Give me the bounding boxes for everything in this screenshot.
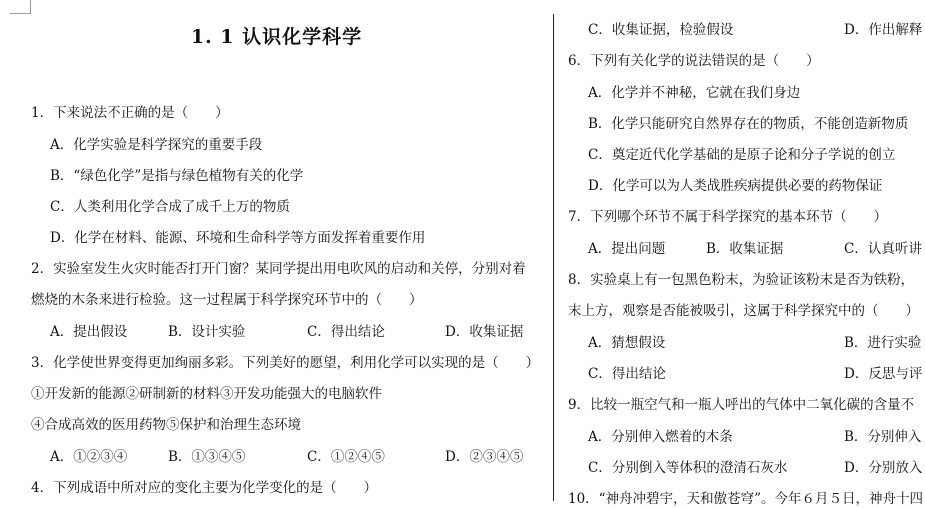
q5-option-c: C．收集证据，检验假设 <box>588 22 734 38</box>
q8-option-a: A．猜想假设 <box>588 335 666 351</box>
q4-stem: 4．下列成语中所对应的变化主要为化学变化的是（ ） <box>31 480 378 496</box>
q8-option-d: D．反思与评 <box>844 366 923 382</box>
q3-stem: 3．化学使世界变得更加绚丽多彩。下列美好的愿望，利用化学可以实现的是（ ） <box>31 355 540 371</box>
column-divider <box>553 14 554 501</box>
q8-option-c: C．得出结论 <box>588 366 666 382</box>
q7-option-c: C．认真听讲 <box>844 241 922 257</box>
q7-option-b: B．收集证据 <box>706 241 784 257</box>
q3-option-b: B．①③④⑤ <box>168 449 246 465</box>
q3-items-line2: ④合成高效的医用药物⑤保护和治理生态环境 <box>31 417 301 433</box>
q7-option-a: A．提出问题 <box>588 241 666 257</box>
q1-option-c: C．人类利用化学合成了成千上万的物质 <box>50 199 290 215</box>
q3-option-c: C．①②④⑤ <box>307 449 385 465</box>
q6-option-c: C．奠定近代化学基础的是原子论和分子学说的创立 <box>588 147 896 163</box>
q1-option-d: D．化学在材料、能源、环境和生命科学等方面发挥着重要作用 <box>50 230 426 246</box>
page-corner-mark <box>10 0 31 14</box>
q6-stem: 6．下列有关化学的说法错误的是（ ） <box>568 53 820 69</box>
q7-stem: 7．下列哪个环节不属于科学探究的基本环节（ ） <box>568 209 888 225</box>
q9-option-d: D．分别放入 <box>844 460 923 476</box>
q6-option-b: B．化学只能研究自然界存在的物质，不能创造新物质 <box>588 116 909 132</box>
q8-option-b: B．进行实验 <box>844 335 922 351</box>
q3-option-a: A．①②③④ <box>50 449 128 465</box>
page-title: 1. 1 认识化学科学 <box>190 26 363 48</box>
q9-option-a: A．分别伸入燃着的木条 <box>588 429 733 445</box>
q3-option-d: D．②③④⑤ <box>445 449 524 465</box>
q3-items-line1: ①开发新的能源②研制新的材料③开发功能强大的电脑软件 <box>31 386 382 402</box>
q2-option-c: C．得出结论 <box>307 324 385 340</box>
q10-stem: 10．“神舟冲碧宇，天和傲苍穹”。今年６月５日，神舟十四 <box>568 491 923 507</box>
q2-option-a: A．提出假设 <box>50 324 128 340</box>
q5-option-d: D．作出解释 <box>844 22 923 38</box>
q2-option-b: B．设计实验 <box>168 324 246 340</box>
q9-stem: 9．比较一瓶空气和一瓶人呼出的气体中二氧化碳的含量不 <box>568 397 915 413</box>
q6-option-d: D．化学可以为人类战胜疾病提供必要的药物保证 <box>588 178 883 194</box>
q1-option-b: B．“绿色化学”是指与绿色植物有关的化学 <box>50 168 304 184</box>
q2-stem-line1: 2．实验室发生火灾时能否打开门窗？某同学提出用电吹风的启动和关停，分别对着 <box>31 261 526 277</box>
q6-option-a: A．化学并不神秘，它就在我们身边 <box>588 85 801 101</box>
q8-stem-line2: 末上方，观察是否能被吸引，这属于科学探究中的（ ） <box>568 303 919 319</box>
q9-option-b: B．分别伸入 <box>844 429 922 445</box>
q9-option-c: C．分别倒入等体积的澄清石灰水 <box>588 460 788 476</box>
q1-stem: 1．下来说法不正确的是（ ） <box>31 105 229 121</box>
q8-stem-line1: 8．实验桌上有一包黑色粉末，为验证该粉末是否为铁粉， <box>568 272 915 288</box>
q2-option-d: D．收集证据 <box>445 324 524 340</box>
q1-option-a: A．化学实验是科学探究的重要手段 <box>50 137 263 153</box>
q2-stem-line2: 燃烧的木条来进行检验。这一过程属于科学探究环节中的（ ） <box>31 292 423 308</box>
